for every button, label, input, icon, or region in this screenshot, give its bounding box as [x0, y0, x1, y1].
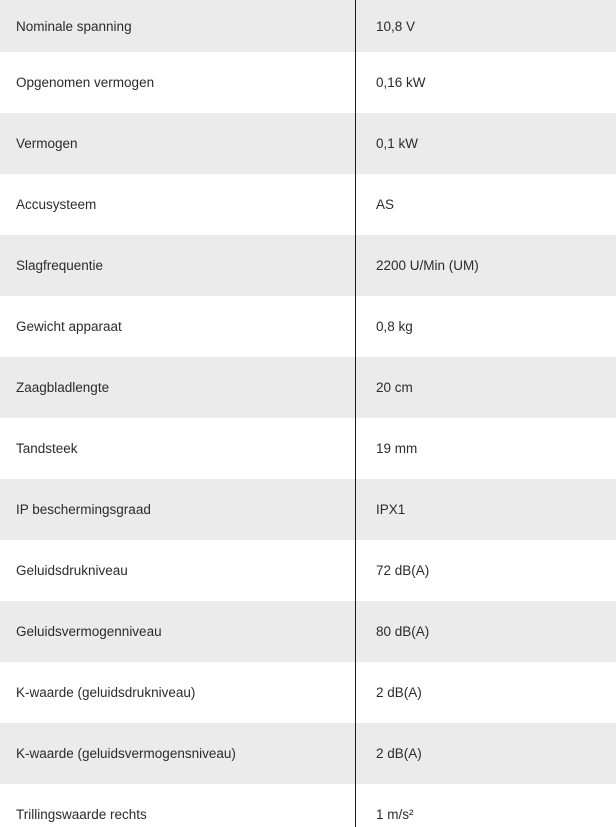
spec-label: Vermogen — [16, 136, 78, 151]
spec-value: 2200 U/Min (UM) — [376, 258, 479, 273]
spec-value: 0,16 kW — [376, 75, 426, 90]
spec-label: Geluidsdrukniveau — [16, 563, 128, 578]
spec-row-tooth-pitch — [0, 418, 616, 479]
spec-row-sound-pressure — [0, 540, 616, 601]
spec-row-blade-length — [0, 357, 616, 418]
spec-row-k-value-pressure — [0, 662, 616, 723]
spec-label: Tandsteek — [16, 441, 78, 456]
spec-label: K-waarde (geluidsdrukniveau) — [16, 685, 196, 700]
spec-label: Nominale spanning — [16, 18, 132, 34]
spec-label: Accusysteem — [16, 197, 97, 212]
spec-label: K-waarde (geluidsvermogensniveau) — [16, 746, 236, 761]
spec-value: 72 dB(A) — [376, 563, 430, 578]
spec-label: IP beschermingsgraad — [16, 502, 151, 517]
spec-value: 20 cm — [376, 380, 413, 395]
spec-row-sound-power — [0, 601, 616, 662]
spec-label: Gewicht apparaat — [16, 319, 122, 334]
spec-row-weight — [0, 296, 616, 357]
spec-row-nominal-voltage — [0, 0, 616, 52]
spec-row-power-input — [0, 52, 616, 113]
spec-value: IPX1 — [376, 502, 406, 517]
spec-value: 1 m/s² — [376, 807, 414, 822]
spec-value: 0,1 kW — [376, 136, 419, 151]
spec-value: AS — [376, 197, 395, 212]
spec-label: Zaagbladlengte — [16, 380, 110, 395]
spec-value: 2 dB(A) — [376, 685, 422, 700]
spec-label: Trillingswaarde rechts — [16, 807, 147, 822]
spec-value: 0,8 kg — [376, 319, 413, 334]
spec-value: 2 dB(A) — [376, 746, 422, 761]
column-divider — [355, 0, 356, 827]
spec-value: 19 mm — [376, 441, 418, 456]
spec-row-battery-system — [0, 174, 616, 235]
spec-label: Slagfrequentie — [16, 258, 104, 273]
spec-row-stroke-rate — [0, 235, 616, 296]
spec-value: 80 dB(A) — [376, 624, 430, 639]
spec-row-power-output — [0, 113, 616, 174]
spec-value: 10,8 V — [376, 18, 416, 34]
spec-label: Geluidsvermogenniveau — [16, 624, 162, 639]
spec-row-vibration-right — [0, 784, 616, 827]
spec-row-ip-rating — [0, 479, 616, 540]
spec-label: Opgenomen vermogen — [16, 75, 155, 90]
spec-row-k-value-power — [0, 723, 616, 784]
